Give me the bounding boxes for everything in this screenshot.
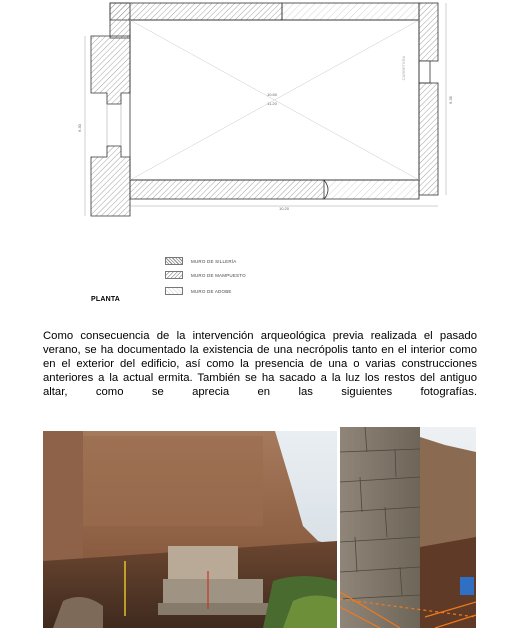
legend-item-mampuesto <box>165 270 246 280</box>
dimension-width-top: 10.60 <box>266 92 278 97</box>
hatch-swatch-icon <box>165 287 183 295</box>
floor-plan-drawing <box>0 0 521 230</box>
legend-label: MURO DE SILLERÍA <box>191 258 237 264</box>
legend-label: MURO DE MAMPUESTO <box>191 272 246 278</box>
excavation-photo-altar <box>43 431 337 628</box>
legend-label: MURO DE ADOBE <box>191 288 232 294</box>
hatch-swatch-icon <box>165 271 183 279</box>
wall-bottom <box>130 180 419 199</box>
dimension-left: 6.30 <box>77 124 82 132</box>
wall-top <box>110 3 438 61</box>
body-paragraph: Como consecuencia de la intervención arqueológica previa realizada el pasado verano, se ha documentado la existencia de una necrópolis tanto en el interior como en el exterior del edificio, así como la presencia de una o varias construcciones anteriores a la actual ermita. También se ha sacado a la luz los restos del antiguo altar, como se aprecia en las siguientes fotografías. <box>43 330 477 399</box>
wall-left <box>91 3 130 216</box>
excavation-photo-wall <box>340 427 476 628</box>
dimension-width-inner: 11.20 <box>267 101 277 106</box>
legend-item-adobe <box>165 286 232 296</box>
dimension-right: 6.35 <box>448 96 453 104</box>
dimension-width-bottom: 10.20 <box>278 206 290 211</box>
hatch-swatch-icon <box>165 257 183 265</box>
vertical-note: CARRETERA <box>401 55 406 81</box>
legend-item-silleria <box>165 256 236 266</box>
plan-caption: PLANTA <box>91 296 121 303</box>
wall-right <box>419 61 438 195</box>
